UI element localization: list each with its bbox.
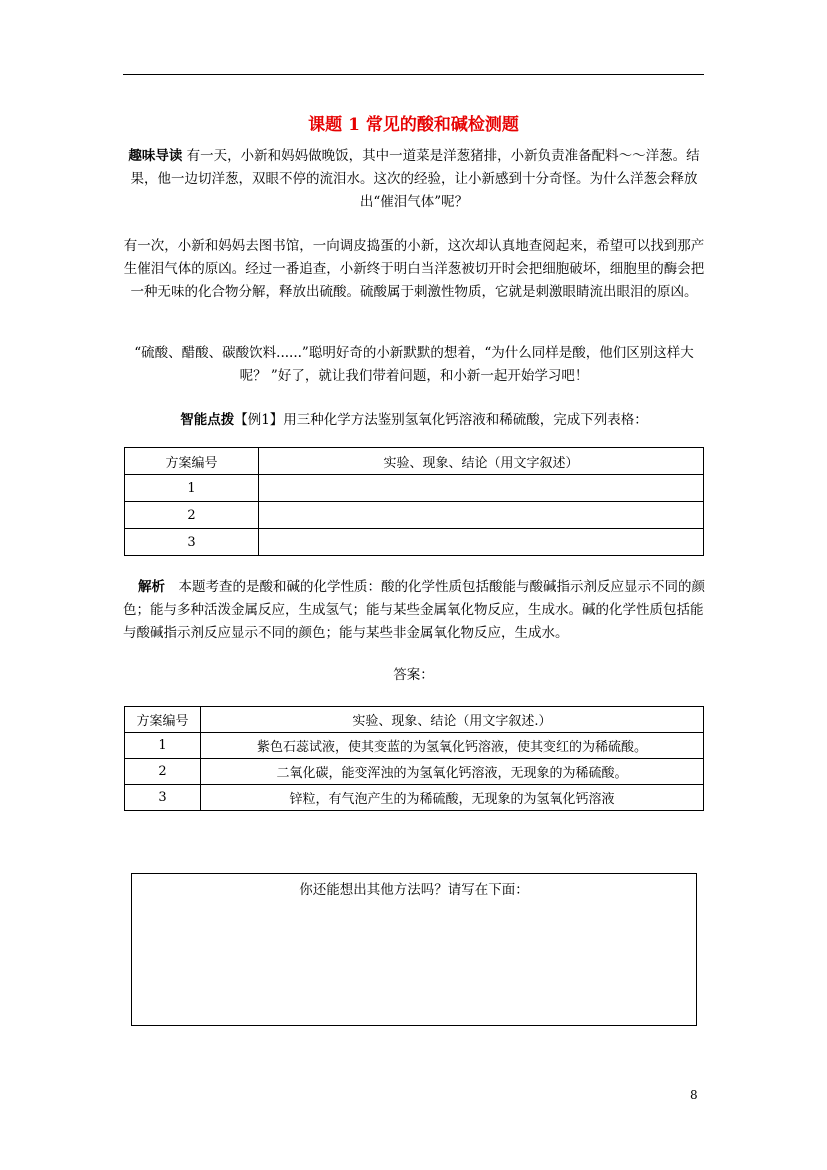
question-paragraph: “硫酸、醋酸、碳酸饮料......”聪明好奇的小新默默的想着，“为什么同样是酸，他们区别这样大呢？ ”好了，就让我们带着问题，和小新一起开始学习吧！ bbox=[134, 345, 694, 384]
table-header-cell: 实验、现象、结论（用文字叙述） bbox=[259, 448, 704, 475]
analysis-paragraph bbox=[123, 576, 705, 645]
plan-number: 3 bbox=[125, 529, 259, 556]
table-header-row bbox=[125, 448, 704, 475]
example-text: 【例1】用三种化学方法鉴别氢氧化钙溶液和稀硫酸，完成下列表格： bbox=[234, 412, 648, 428]
table-row bbox=[125, 502, 704, 529]
table-row bbox=[125, 759, 704, 785]
plan-content bbox=[259, 502, 704, 529]
answer-label: 答案： bbox=[393, 667, 434, 683]
table-row bbox=[125, 475, 704, 502]
page-title: 课题 1 常见的酸和碱检测题 bbox=[308, 115, 519, 135]
plan-number: 2 bbox=[125, 502, 259, 529]
table-row bbox=[125, 785, 704, 811]
table-row bbox=[125, 733, 704, 759]
blank-answer-table bbox=[124, 447, 704, 556]
intro-lead: 趣味导读 bbox=[128, 148, 183, 164]
header-rule bbox=[123, 74, 704, 75]
analysis-lead: 解析 bbox=[138, 579, 165, 595]
example-lead: 智能点拨 bbox=[180, 412, 235, 428]
intro-paragraph bbox=[123, 145, 705, 214]
table-header-cell: 实验、现象、结论（用文字叙述.） bbox=[201, 707, 704, 733]
plan-content bbox=[259, 475, 704, 502]
write-in-prompt: 你还能想出其他方法吗？请写在下面： bbox=[299, 882, 529, 898]
table-header-cell: 方案编号 bbox=[125, 707, 201, 733]
table-row bbox=[125, 529, 704, 556]
write-in-box[interactable] bbox=[131, 873, 697, 1026]
story-paragraph: 有一次，小新和妈妈去图书馆，一向调皮捣蛋的小新，这次却认真地查阅起来，希望可以找到那产生催泪气体的原凶。经过一番追查，小新终于明白当洋葱被切开时会把细胞破坏，细胞里的酶会把一种无味的化合物分解，释放出硫酸。硫酸属于刺激性物质，它就是刺激眼睛流出眼泪的原凶。 bbox=[123, 238, 705, 300]
plan-content: 锌粒，有气泡产生的为稀硫酸，无现象的为氢氧化钙溶液 bbox=[201, 785, 704, 811]
example-prompt bbox=[123, 409, 705, 432]
plan-content: 紫色石蕊试液，使其变蓝的为氢氧化钙溶液，使其变红的为稀硫酸。 bbox=[201, 733, 704, 759]
answer-table bbox=[124, 706, 704, 811]
plan-number: 1 bbox=[125, 733, 201, 759]
analysis-text: 本题考查的是酸和碱的化学性质：酸的化学性质包括酸能与酸碱指示剂反应显示不同的颜色；能与多种活泼金属反应，生成氢气；能与某些金属氧化物反应，生成水。碱的化学性质包括能与酸碱指示剂反应显示不同的颜色；能与某些非金属氧化物反应，生成水。 bbox=[123, 579, 705, 641]
page-number: 8 bbox=[690, 1088, 698, 1102]
table-header-row bbox=[125, 707, 704, 733]
plan-number: 1 bbox=[125, 475, 259, 502]
intro-text: 有一天，小新和妈妈做晚饭，其中一道菜是洋葱猪排，小新负责准备配料～～洋葱。结果，他一边切洋葱，双眼不停的流泪水。这次的经验，让小新感到十分奇怪。为什么洋葱会释放出“催泪气体”呢？ bbox=[130, 148, 700, 210]
plan-number: 2 bbox=[125, 759, 201, 785]
plan-content: 二氧化碳，能变浑浊的为氢氧化钙溶液，无现象的为稀硫酸。 bbox=[201, 759, 704, 785]
plan-number: 3 bbox=[125, 785, 201, 811]
plan-content bbox=[259, 529, 704, 556]
table-header-cell: 方案编号 bbox=[125, 448, 259, 475]
